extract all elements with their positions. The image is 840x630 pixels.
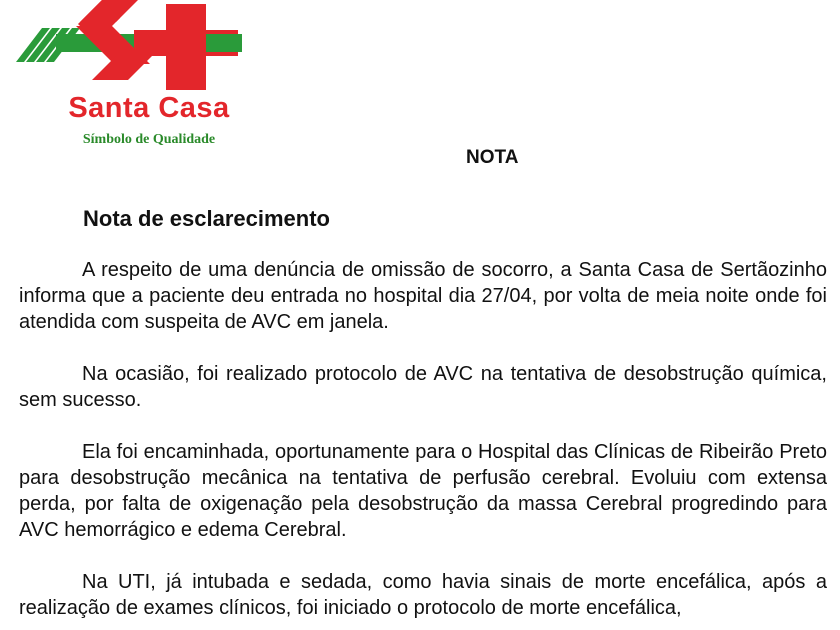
paragraph-1: A respeito de uma denúncia de omissão de socorro, a Santa Casa de Sertãozinho informa que a paciente deu entrada no hospital dia 27/04, por volta de meia noite onde foi atendida com suspeita de AVC em janela. [19,259,827,333]
paragraph-2: Na ocasião, foi realizado protocolo de AVC na tentativa de desobstrução química, sem sucesso. [19,363,827,411]
paragraph-3: Ela foi encaminhada, oportunamente para o Hospital das Clínicas de Ribeirão Preto para desobstrução mecânica na tentativa de perfusão cerebral. Evoluiu com extensa perda, por falta de oxigenação pela desobstrução da massa Cerebral progredindo para AVC hemorrágico e edema Cerebral. [19,441,827,541]
document-body [19,257,827,630]
santa-casa-logo [16,0,252,160]
santa-casa-emblem-icon [16,0,252,100]
document-label: NOTA [466,147,519,168]
brand-name: Santa Casa [68,92,230,124]
document-title: Nota de esclarecimento [83,206,330,231]
brand-tagline: Símbolo de Qualidade [82,132,216,147]
paragraph-4: Na UTI, já intubada e sedada, como havia sinais de morte encefálica, após a realização de exames clínicos, foi iniciado o protocolo de morte encefálica, [19,571,827,619]
